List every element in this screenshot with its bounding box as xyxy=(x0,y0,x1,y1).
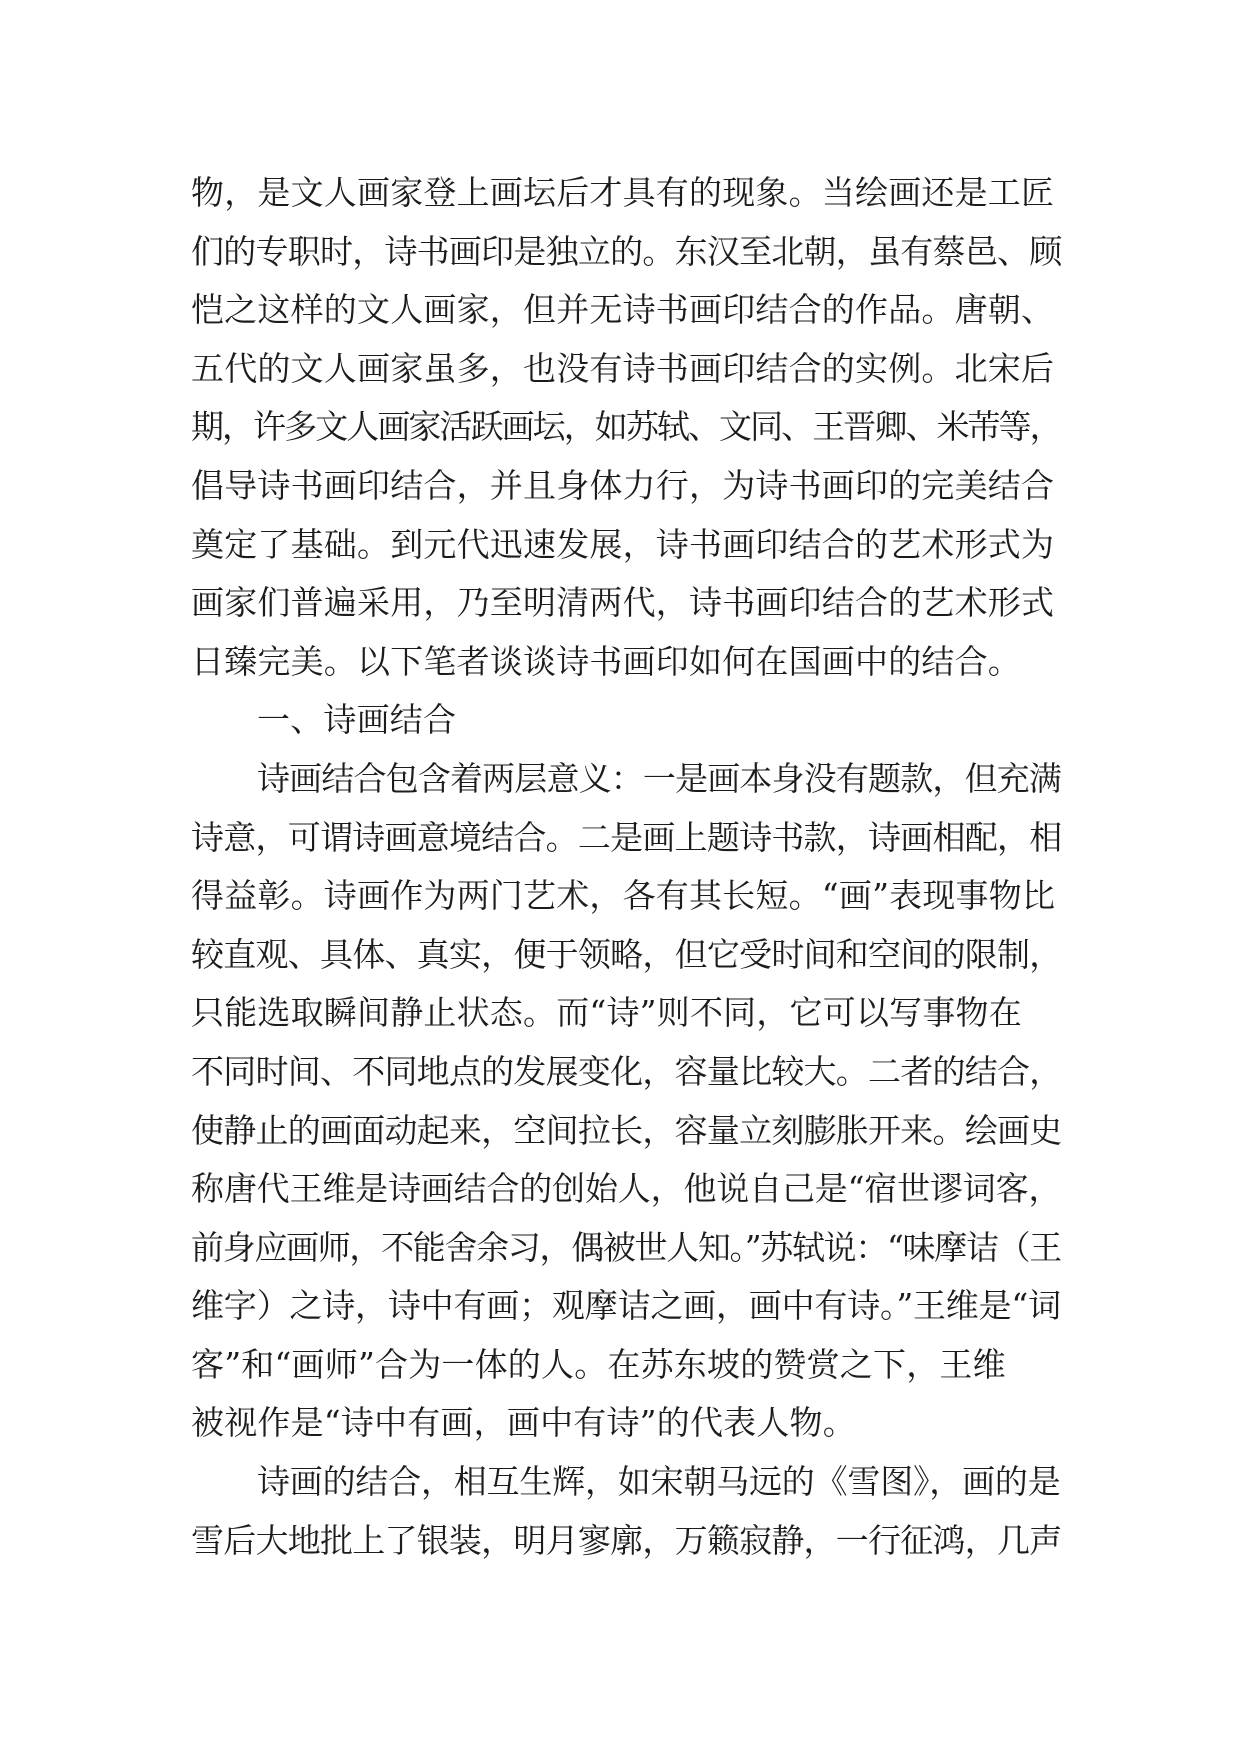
text-line: 雪后大地批上了银装，明月寥廓，万籁寂静，一行征鸿，几声 xyxy=(191,1520,1062,1560)
text-line: 物，是文人画家登上画坛后才具有的现象。当绘画还是工匠 xyxy=(191,173,1055,212)
text-line: 奠定了基础。到元代迅速发展，诗书画印结合的艺术形式为 xyxy=(191,524,1055,564)
text-line: 不同时间、不同地点的发展变化，容量比较大。二者的结合， xyxy=(191,1051,1062,1091)
text-line: 得益彰。诗画作为两门艺术，各有其长短。“画”表现事物比 xyxy=(191,876,1056,916)
text-line: 维字）之诗，诗中有画；观摩诘之画，画中有诗。”王维是“词 xyxy=(191,1286,1061,1326)
text-line: 诗画结合包含着两层意义：一是画本身没有题款，但充满 xyxy=(257,758,1062,798)
text-line: 画家们普遍采用，乃至明清两代，诗书画印结合的艺术形式 xyxy=(191,583,1055,623)
text-line: 前身应画师，不能舍余习，偶被世人知。”苏轼说：“味摩诘（王 xyxy=(191,1227,1061,1267)
body-text xyxy=(191,164,1061,1570)
text-line: 一、诗画结合 xyxy=(257,700,457,740)
text-line: 客”和“画师”合为一体的人。在苏东坡的赞赏之下，王维 xyxy=(191,1344,1006,1384)
text-line: 较直观、具体、真实，便于领略，但它受时间和空间的限制， xyxy=(191,934,1062,974)
text-line: 们的专职时，诗书画印是独立的。东汉至北朝，虽有蔡邑、顾 xyxy=(191,231,1062,271)
text-line: 五代的文人画家虽多，也没有诗书画印结合的实例。北宋后 xyxy=(191,348,1055,388)
text-line: 诗意，可谓诗画意境结合。二是画上题诗书款，诗画相配，相 xyxy=(191,817,1062,857)
text-line: 称唐代王维是诗画结合的创始人，他说自己是“宿世谬词客， xyxy=(191,1169,1062,1209)
text-line: 诗画的结合，相互生辉，如宋朝马远的《雪图》，画的是 xyxy=(257,1462,1061,1502)
text-line: 期，许多文人画家活跃画坛，如苏轼、文同、王晋卿、米芾等， xyxy=(191,407,1061,447)
text-line: 日臻完美。以下笔者谈谈诗书画印如何在国画中的结合。 xyxy=(191,641,1021,681)
text-line: 使静止的画面动起来，空间拉长，容量立刻膨胀开来。绘画史 xyxy=(191,1110,1062,1150)
text-line: 只能选取瞬间静止状态。而“诗”则不同，它可以写事物在 xyxy=(191,993,1022,1033)
text-line: 倡导诗书画印结合，并且身体力行，为诗书画印的完美结合 xyxy=(191,465,1055,505)
text-line: 恺之这样的文人画家，但并无诗书画印结合的作品。唐朝、 xyxy=(191,290,1055,330)
text-line: 被视作是“诗中有画，画中有诗”的代表人物。 xyxy=(191,1403,856,1443)
